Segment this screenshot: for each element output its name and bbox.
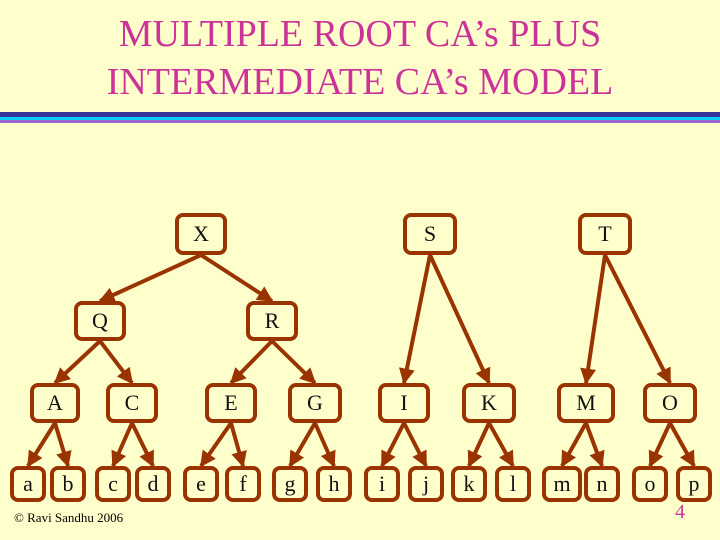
edge-E-to-f — [231, 423, 243, 466]
root-ca-t: T — [578, 213, 632, 255]
edge-C-to-d — [132, 423, 153, 466]
page-number: 4 — [675, 501, 685, 523]
edge-I-to-j — [404, 423, 426, 466]
slide-title-line-1: MULTIPLE ROOT CA’s PLUS — [118, 13, 602, 55]
edge-C-to-c — [113, 423, 132, 466]
issuing-ca-o: O — [643, 383, 697, 423]
end-entity-i: i — [364, 466, 400, 502]
edge-K-to-l — [489, 423, 513, 466]
end-entity-f: f — [225, 466, 261, 502]
edge-R-to-G — [272, 341, 315, 383]
end-entity-k: k — [451, 466, 487, 502]
edge-S-to-I — [404, 255, 430, 383]
edge-A-to-a — [28, 423, 55, 466]
end-entity-a: a — [10, 466, 46, 502]
end-entity-m: m — [542, 466, 582, 502]
issuing-ca-m: M — [557, 383, 615, 423]
edge-S-to-K — [430, 255, 489, 383]
edge-O-to-o — [650, 423, 670, 466]
intermediate-ca-q: Q — [74, 301, 126, 341]
slide-title-line-2: INTERMEDIATE CA’s MODEL — [106, 61, 614, 103]
issuing-ca-a: A — [30, 383, 80, 423]
edge-M-to-m — [562, 423, 586, 466]
edge-Q-to-C — [100, 341, 132, 383]
edge-R-to-E — [231, 341, 272, 383]
edge-O-to-p — [670, 423, 694, 466]
end-entity-d: d — [135, 466, 171, 502]
issuing-ca-k: K — [462, 383, 516, 423]
issuing-ca-i: I — [378, 383, 430, 423]
edge-T-to-M — [586, 255, 605, 383]
edge-G-to-h — [315, 423, 334, 466]
end-entity-l: l — [495, 466, 531, 502]
end-entity-b: b — [50, 466, 86, 502]
edge-X-to-R — [201, 255, 272, 301]
edge-T-to-O — [605, 255, 670, 383]
issuing-ca-e: E — [205, 383, 257, 423]
edge-G-to-g — [290, 423, 315, 466]
edge-M-to-n — [586, 423, 602, 466]
root-ca-x: X — [175, 213, 227, 255]
edge-X-to-Q — [100, 255, 201, 301]
end-entity-o: o — [632, 466, 668, 502]
edge-I-to-i — [382, 423, 404, 466]
end-entity-h: h — [316, 466, 352, 502]
root-ca-s: S — [403, 213, 457, 255]
end-entity-c: c — [95, 466, 131, 502]
end-entity-e: e — [183, 466, 219, 502]
copyright-notice: © Ravi Sandhu 2006 — [14, 510, 124, 525]
edge-E-to-e — [201, 423, 231, 466]
intermediate-ca-r: R — [246, 301, 298, 341]
issuing-ca-c: C — [106, 383, 158, 423]
end-entity-j: j — [408, 466, 444, 502]
end-entity-g: g — [272, 466, 308, 502]
end-entity-p: p — [676, 466, 712, 502]
end-entity-n: n — [584, 466, 620, 502]
issuing-ca-g: G — [288, 383, 342, 423]
edge-Q-to-A — [55, 341, 100, 383]
edge-K-to-k — [469, 423, 489, 466]
edge-A-to-b — [55, 423, 68, 466]
